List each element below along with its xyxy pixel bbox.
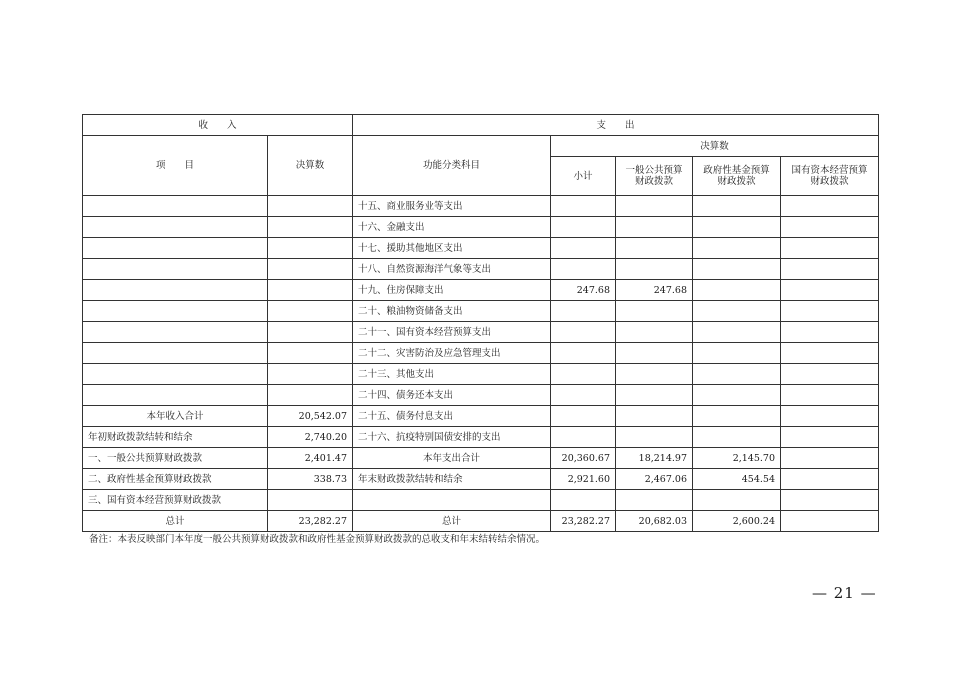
item-header: 项 目 [83,136,268,196]
row-subtotal [551,490,616,511]
total-subtotal: 23,282.27 [551,511,616,532]
income-header: 收 入 [83,115,353,136]
row-subtotal [551,364,616,385]
row-fund [693,238,781,259]
table-note: 备注：本表反映部门本年度一般公共预算财政拨款和政府性基金预算财政拨款的总收支和年末结转结余情况。 [89,534,546,545]
row-item: 三、国有资本经营预算财政拨款 [83,490,268,511]
row-capital [781,217,879,238]
row-capital [781,385,879,406]
row-category: 本年支出合计 [353,448,551,469]
row-general: 18,214.97 [616,448,693,469]
row-item [83,385,268,406]
row-amount: 2,740.20 [268,427,353,448]
row-item [83,217,268,238]
row-fund [693,490,781,511]
row-subtotal [551,322,616,343]
row-subtotal [551,259,616,280]
row-capital [781,322,879,343]
row-amount [268,343,353,364]
gov-fund-header-line1: 政府性基金预算 [703,165,770,176]
general-budget-header-line2: 财政拨款 [635,176,674,187]
row-general [616,427,693,448]
row-fund [693,427,781,448]
table-row [83,364,879,385]
row-item [83,343,268,364]
row-fund [693,217,781,238]
state-capital-header [781,157,879,196]
row-fund [693,364,781,385]
total-fund: 2,600.24 [693,511,781,532]
row-amount [268,196,353,217]
row-general [616,322,693,343]
row-fund [693,301,781,322]
function-category-header: 功能分类科目 [353,136,551,196]
table-row [83,469,879,490]
row-category: 二十、粮油物资储备支出 [353,301,551,322]
table-row [83,196,879,217]
row-category: 十五、商业服务业等支出 [353,196,551,217]
total-general: 20,682.03 [616,511,693,532]
row-capital [781,427,879,448]
row-item: 年初财政拨款结转和结余 [83,427,268,448]
row-amount [268,259,353,280]
row-item: 本年收入合计 [83,406,268,427]
row-item: 二、政府性基金预算财政拨款 [83,469,268,490]
row-general [616,385,693,406]
row-subtotal [551,238,616,259]
row-subtotal: 2,921.60 [551,469,616,490]
row-category: 二十四、债务还本支出 [353,385,551,406]
row-general [616,301,693,322]
state-capital-header-line2: 财政拨款 [810,176,849,187]
state-capital-header-line1: 国有资本经营预算 [791,165,868,176]
row-category: 二十一、国有资本经营预算支出 [353,322,551,343]
row-item [83,259,268,280]
row-item [83,238,268,259]
row-capital [781,469,879,490]
total-category: 总计 [353,511,551,532]
row-subtotal [551,406,616,427]
row-fund [693,385,781,406]
row-capital [781,490,879,511]
row-capital [781,259,879,280]
subtotal-header: 小计 [551,157,616,196]
header-row-1 [83,115,879,136]
row-subtotal [551,385,616,406]
row-subtotal: 247.68 [551,280,616,301]
table-row [83,490,879,511]
row-fund: 454.54 [693,469,781,490]
row-subtotal [551,301,616,322]
row-fund [693,196,781,217]
table-row [83,322,879,343]
row-general [616,238,693,259]
row-category: 十九、住房保障支出 [353,280,551,301]
row-subtotal: 20,360.67 [551,448,616,469]
row-fund [693,343,781,364]
row-capital [781,280,879,301]
row-general [616,217,693,238]
row-capital [781,301,879,322]
final-amount-header: 决算数 [268,136,353,196]
final-amount-group-header: 决算数 [551,136,879,157]
row-category: 二十二、灾害防治及应急管理支出 [353,343,551,364]
row-subtotal [551,427,616,448]
total-capital [781,511,879,532]
row-general [616,343,693,364]
row-capital [781,364,879,385]
row-fund [693,322,781,343]
table-row [83,385,879,406]
row-amount [268,217,353,238]
row-amount [268,490,353,511]
row-capital [781,406,879,427]
row-category: 年末财政拨款结转和结余 [353,469,551,490]
row-capital [781,343,879,364]
row-amount [268,280,353,301]
table-row [83,301,879,322]
row-capital [781,448,879,469]
row-amount [268,322,353,343]
row-general [616,259,693,280]
table-row [83,238,879,259]
row-subtotal [551,343,616,364]
row-fund: 2,145.70 [693,448,781,469]
row-fund [693,280,781,301]
row-amount: 2,401.47 [268,448,353,469]
row-subtotal [551,196,616,217]
table-row [83,448,879,469]
general-budget-header [616,157,693,196]
table-row [83,427,879,448]
row-amount [268,364,353,385]
row-general [616,490,693,511]
row-item [83,364,268,385]
table-row [83,259,879,280]
table-row [83,217,879,238]
row-item: 一、一般公共预算财政拨款 [83,448,268,469]
row-amount [268,238,353,259]
row-item [83,301,268,322]
row-general [616,196,693,217]
row-general: 247.68 [616,280,693,301]
table-row [83,343,879,364]
header-row-2 [83,136,879,157]
total-item: 总计 [83,511,268,532]
gov-fund-header-line2: 财政拨款 [717,176,756,187]
row-amount [268,301,353,322]
row-subtotal [551,217,616,238]
row-category: 二十五、债务付息支出 [353,406,551,427]
gov-fund-header [693,157,781,196]
total-row [83,511,879,532]
budget-table [82,114,879,532]
row-item [83,322,268,343]
row-item [83,280,268,301]
row-fund [693,406,781,427]
row-general [616,364,693,385]
row-category: 十八、自然资源海洋气象等支出 [353,259,551,280]
page-number: — 21 — [812,584,877,602]
expenditure-header: 支 出 [353,115,879,136]
row-amount: 338.73 [268,469,353,490]
row-capital [781,238,879,259]
row-amount [268,385,353,406]
row-category: 十七、援助其他地区支出 [353,238,551,259]
row-category: 十六、金融支出 [353,217,551,238]
row-capital [781,196,879,217]
row-category: 二十三、其他支出 [353,364,551,385]
general-budget-header-line1: 一般公共预算 [625,165,683,176]
row-category: 二十六、抗疫特别国债安排的支出 [353,427,551,448]
total-amount: 23,282.27 [268,511,353,532]
row-amount: 20,542.07 [268,406,353,427]
row-category [353,490,551,511]
row-fund [693,259,781,280]
table-row [83,406,879,427]
row-item [83,196,268,217]
table-row [83,280,879,301]
row-general [616,406,693,427]
row-general: 2,467.06 [616,469,693,490]
